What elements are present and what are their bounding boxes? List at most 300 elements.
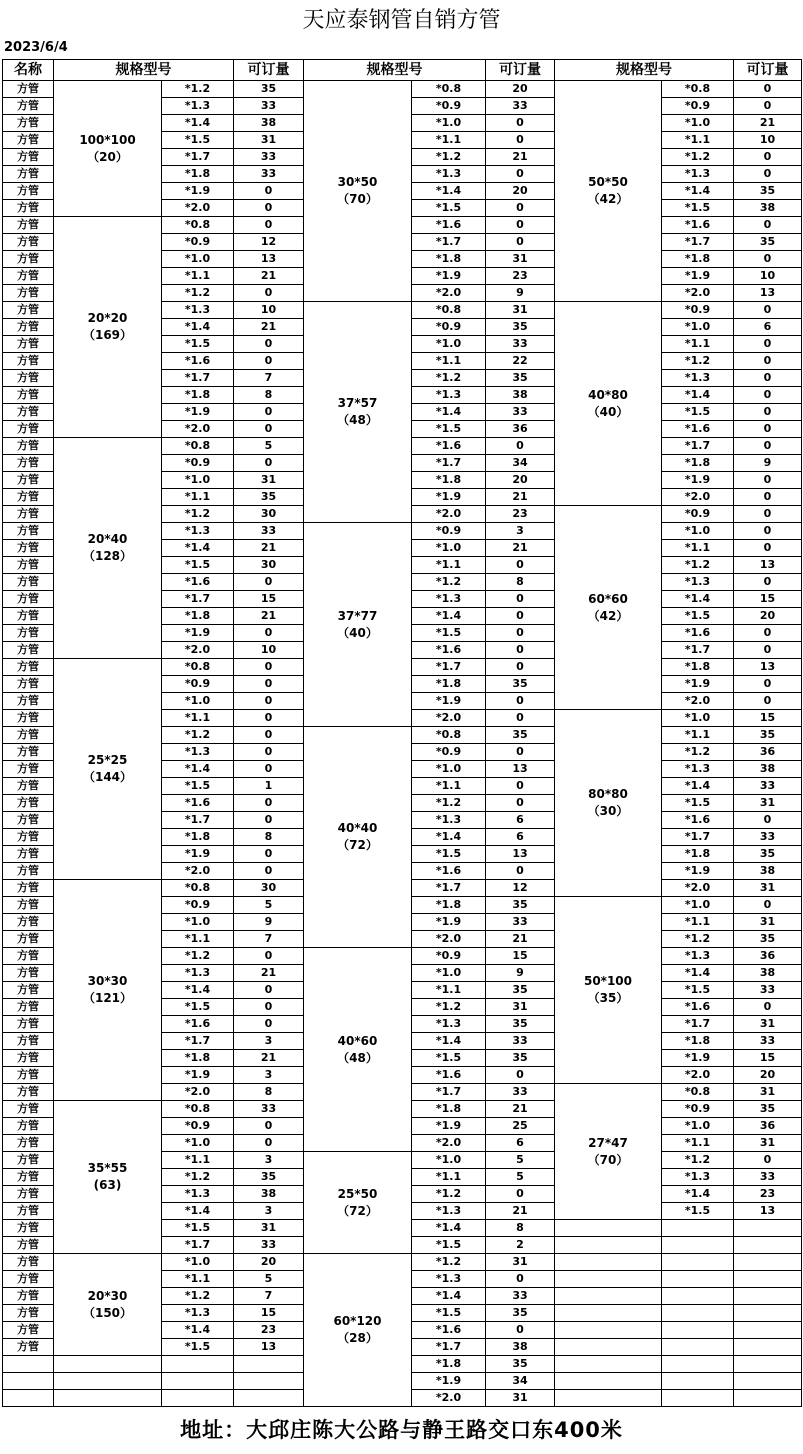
thickness: *0.9 (162, 234, 234, 251)
quantity: 5 (234, 1271, 304, 1288)
row-name: 方管 (3, 659, 54, 676)
row-name: 方管 (3, 132, 54, 149)
quantity: 0 (234, 200, 304, 217)
spec-size: 60*60 (588, 591, 628, 606)
thickness: *1.5 (162, 1339, 234, 1356)
quantity: 0 (234, 421, 304, 438)
quantity: 0 (234, 217, 304, 234)
thickness: *1.4 (162, 319, 234, 336)
thickness: *1.2 (662, 353, 734, 370)
row-name: 方管 (3, 319, 54, 336)
quantity: 5 (486, 1152, 555, 1169)
quantity: 21 (234, 319, 304, 336)
empty-cell (555, 1271, 662, 1288)
thickness: *1.3 (412, 1203, 486, 1220)
row-name: 方管 (3, 149, 54, 166)
quantity: 15 (734, 710, 802, 727)
quantity: 21 (486, 1203, 555, 1220)
empty-cell (662, 1339, 734, 1356)
quantity: 0 (734, 81, 802, 98)
quantity: 15 (734, 1050, 802, 1067)
thickness: *1.4 (162, 1203, 234, 1220)
table-row (3, 1254, 802, 1271)
quantity: 13 (234, 1339, 304, 1356)
row-name: 方管 (3, 472, 54, 489)
empty-cell (162, 1390, 234, 1407)
quantity: 0 (234, 999, 304, 1016)
quantity: 0 (234, 744, 304, 761)
empty-cell (662, 1220, 734, 1237)
row-name: 方管 (3, 1339, 54, 1356)
sheet-date: 2023/6/4 (4, 40, 68, 55)
quantity: 0 (734, 642, 802, 659)
quantity: 0 (486, 166, 555, 183)
thickness: *1.7 (412, 659, 486, 676)
quantity: 6 (486, 1135, 555, 1152)
empty-cell (734, 1288, 802, 1305)
row-name: 方管 (3, 183, 54, 200)
sheet-title: 天应泰钢管自销方管 (302, 8, 501, 33)
quantity: 23 (486, 506, 555, 523)
quantity: 15 (234, 591, 304, 608)
thickness: *1.2 (162, 285, 234, 302)
quantity: 33 (486, 404, 555, 421)
empty-cell (734, 1305, 802, 1322)
quantity: 38 (486, 1339, 555, 1356)
empty-cell (162, 1356, 234, 1373)
quantity: 10 (734, 268, 802, 285)
quantity: 0 (486, 1271, 555, 1288)
thickness: *1.9 (412, 914, 486, 931)
quantity: 0 (234, 846, 304, 863)
quantity: 0 (486, 863, 555, 880)
quantity: 0 (234, 676, 304, 693)
thickness: *2.0 (162, 421, 234, 438)
thickness: *1.3 (662, 370, 734, 387)
row-name: 方管 (3, 625, 54, 642)
thickness: *1.9 (162, 625, 234, 642)
quantity: 0 (486, 659, 555, 676)
thickness: *0.9 (662, 1101, 734, 1118)
thickness: *0.8 (162, 880, 234, 897)
quantity: 33 (234, 98, 304, 115)
spec-count: （30） (587, 804, 629, 818)
spec-group (54, 1254, 162, 1356)
spec-size: 37*57 (337, 396, 378, 410)
thickness: *1.7 (162, 812, 234, 829)
thickness: *1.0 (662, 710, 734, 727)
thickness: *1.3 (162, 965, 234, 982)
thickness: *1.9 (412, 489, 486, 506)
quantity: 33 (486, 98, 555, 115)
empty-cell (234, 1373, 304, 1390)
quantity: 0 (734, 676, 802, 693)
thickness: *0.9 (412, 523, 486, 540)
spec-size: 100*100 (79, 132, 136, 147)
spec-group (54, 81, 162, 217)
quantity: 0 (734, 217, 802, 234)
row-name: 方管 (3, 676, 54, 693)
quantity: 15 (234, 1305, 304, 1322)
spec-group (304, 948, 412, 1152)
thickness: *1.4 (412, 183, 486, 200)
quantity: 7 (234, 931, 304, 948)
row-name: 方管 (3, 489, 54, 506)
quantity: 20 (734, 608, 802, 625)
quantity: 35 (486, 676, 555, 693)
thickness: *2.0 (162, 1084, 234, 1101)
thickness: *1.4 (412, 829, 486, 846)
quantity: 0 (734, 336, 802, 353)
row-name: 方管 (3, 81, 54, 98)
row-name: 方管 (3, 523, 54, 540)
quantity: 0 (486, 608, 555, 625)
thickness: *1.9 (162, 846, 234, 863)
quantity: 36 (486, 421, 555, 438)
quantity: 12 (486, 880, 555, 897)
spec-count: （42） (587, 192, 629, 206)
quantity: 35 (486, 370, 555, 387)
empty-cell (555, 1237, 662, 1254)
quantity: 31 (234, 472, 304, 489)
quantity: 31 (486, 1390, 555, 1407)
quantity: 31 (734, 880, 802, 897)
thickness: *1.3 (412, 1016, 486, 1033)
header-spec: 规格型号 (304, 60, 486, 81)
row-name: 方管 (3, 693, 54, 710)
thickness: *1.7 (162, 1237, 234, 1254)
row-name: 方管 (3, 948, 54, 965)
empty-cell (234, 1356, 304, 1373)
thickness: *1.0 (162, 693, 234, 710)
thickness: *1.6 (412, 1322, 486, 1339)
quantity: 35 (486, 319, 555, 336)
spec-group (304, 302, 412, 523)
quantity: 13 (734, 285, 802, 302)
row-name: 方管 (3, 761, 54, 778)
row-name: 方管 (3, 710, 54, 727)
quantity: 0 (734, 149, 802, 166)
quantity: 0 (486, 557, 555, 574)
quantity: 13 (486, 761, 555, 778)
row-name: 方管 (3, 1118, 54, 1135)
quantity: 0 (734, 574, 802, 591)
quantity: 2 (486, 1237, 555, 1254)
spec-group (555, 897, 662, 1084)
spec-group (555, 710, 662, 897)
header-spec: 规格型号 (54, 60, 234, 81)
thickness: *2.0 (662, 880, 734, 897)
thickness: *1.4 (162, 761, 234, 778)
row-name: 方管 (3, 1237, 54, 1254)
quantity: 3 (234, 1203, 304, 1220)
quantity: 31 (486, 999, 555, 1016)
thickness: *1.4 (412, 1220, 486, 1237)
quantity: 9 (486, 965, 555, 982)
quantity: 10 (234, 642, 304, 659)
quantity: 0 (486, 438, 555, 455)
quantity: 21 (234, 268, 304, 285)
thickness: *1.6 (662, 421, 734, 438)
row-name: 方管 (3, 1169, 54, 1186)
quantity: 0 (734, 421, 802, 438)
empty-cell (555, 1373, 662, 1390)
row-name: 方管 (3, 438, 54, 455)
spec-group (555, 81, 662, 302)
empty-cell (734, 1356, 802, 1373)
thickness: *1.0 (662, 319, 734, 336)
quantity: 0 (486, 795, 555, 812)
empty-cell (555, 1390, 662, 1407)
thickness: *1.4 (162, 1322, 234, 1339)
quantity: 31 (486, 302, 555, 319)
spec-size: 27*47 (588, 1135, 628, 1150)
spec-size: 20*40 (87, 532, 128, 546)
thickness: *1.2 (662, 149, 734, 166)
thickness: *1.9 (162, 183, 234, 200)
thickness: *0.9 (412, 744, 486, 761)
thickness: *1.9 (662, 472, 734, 489)
empty-cell (734, 1339, 802, 1356)
quantity: 13 (734, 659, 802, 676)
thickness: *1.3 (162, 1305, 234, 1322)
thickness: *1.9 (162, 404, 234, 421)
thickness: *1.4 (412, 608, 486, 625)
empty-cell (54, 1373, 162, 1390)
quantity: 36 (734, 948, 802, 965)
address-footer: 地址：大邱庄陈大公路与静王路交口东400米 (180, 1418, 623, 1442)
spec-size: 35*55 (87, 1161, 128, 1175)
empty-cell (54, 1356, 162, 1373)
quantity: 13 (234, 251, 304, 268)
quantity: 33 (734, 829, 802, 846)
quantity: 0 (734, 897, 802, 914)
row-name (3, 1373, 54, 1390)
quantity: 0 (234, 659, 304, 676)
empty-cell (555, 1356, 662, 1373)
quantity: 3 (234, 1033, 304, 1050)
row-name: 方管 (3, 829, 54, 846)
quantity: 0 (734, 472, 802, 489)
quantity: 21 (234, 965, 304, 982)
quantity: 5 (234, 897, 304, 914)
spec-group (54, 217, 162, 438)
quantity: 0 (486, 778, 555, 795)
spec-size: 80*80 (588, 787, 628, 801)
inventory-table (2, 59, 802, 1407)
thickness: *1.7 (662, 829, 734, 846)
quantity: 38 (734, 965, 802, 982)
quantity: 20 (486, 472, 555, 489)
thickness: *1.3 (162, 302, 234, 319)
thickness: *0.9 (162, 455, 234, 472)
spec-group (54, 659, 162, 880)
row-name: 方管 (3, 744, 54, 761)
row-name: 方管 (3, 1203, 54, 1220)
spec-group (54, 880, 162, 1101)
thickness: *1.8 (412, 1356, 486, 1373)
quantity: 21 (486, 149, 555, 166)
quantity: 10 (734, 132, 802, 149)
spec-size: 60*120 (333, 1314, 382, 1328)
spec-size: 20*30 (87, 1288, 128, 1303)
quantity: 0 (734, 302, 802, 319)
quantity: 1 (234, 778, 304, 795)
quantity: 31 (734, 914, 802, 931)
thickness: *1.6 (662, 625, 734, 642)
spec-size: 25*50 (337, 1186, 378, 1201)
thickness: *1.5 (162, 1220, 234, 1237)
quantity: 35 (734, 183, 802, 200)
quantity: 0 (234, 285, 304, 302)
quantity: 13 (734, 557, 802, 574)
quantity: 3 (486, 523, 555, 540)
thickness: *0.8 (412, 727, 486, 744)
row-name: 方管 (3, 642, 54, 659)
thickness: *1.1 (162, 489, 234, 506)
spec-size: 20*20 (87, 311, 128, 325)
quantity: 0 (734, 812, 802, 829)
thickness: *1.7 (662, 234, 734, 251)
thickness: *1.1 (412, 1169, 486, 1186)
quantity: 0 (234, 1016, 304, 1033)
row-name: 方管 (3, 115, 54, 132)
thickness: *1.0 (162, 1254, 234, 1271)
spec-count: （48） (337, 1050, 378, 1065)
quantity: 7 (234, 1288, 304, 1305)
thickness: *0.9 (412, 98, 486, 115)
thickness: *1.6 (412, 642, 486, 659)
spec-group (54, 438, 162, 659)
thickness: *1.5 (412, 846, 486, 863)
quantity: 0 (734, 251, 802, 268)
quantity: 33 (234, 1101, 304, 1118)
thickness: *2.0 (162, 863, 234, 880)
thickness: *1.7 (412, 234, 486, 251)
quantity: 0 (734, 438, 802, 455)
empty-cell (734, 1322, 802, 1339)
thickness: *1.1 (662, 132, 734, 149)
thickness: *1.0 (662, 523, 734, 540)
quantity: 0 (234, 404, 304, 421)
empty-cell (555, 1220, 662, 1237)
empty-cell (734, 1373, 802, 1390)
thickness: *1.6 (662, 999, 734, 1016)
row-name: 方管 (3, 557, 54, 574)
empty-cell (734, 1237, 802, 1254)
row-name: 方管 (3, 591, 54, 608)
quantity: 35 (234, 489, 304, 506)
quantity: 0 (734, 693, 802, 710)
quantity: 8 (234, 829, 304, 846)
row-name: 方管 (3, 1305, 54, 1322)
row-name: 方管 (3, 574, 54, 591)
spec-size: 40*60 (337, 1033, 378, 1048)
thickness: *1.8 (412, 676, 486, 693)
thickness: *0.8 (412, 81, 486, 98)
thickness: *1.2 (162, 727, 234, 744)
quantity: 9 (734, 455, 802, 472)
quantity: 0 (734, 98, 802, 115)
quantity: 31 (486, 251, 555, 268)
quantity: 33 (734, 982, 802, 999)
quantity: 31 (734, 1135, 802, 1152)
thickness: *1.8 (662, 846, 734, 863)
thickness: *1.8 (412, 251, 486, 268)
quantity: 0 (486, 234, 555, 251)
thickness: *1.1 (412, 778, 486, 795)
empty-cell (555, 1254, 662, 1271)
quantity: 0 (734, 523, 802, 540)
thickness: *2.0 (662, 693, 734, 710)
row-name: 方管 (3, 251, 54, 268)
quantity: 36 (734, 1118, 802, 1135)
thickness: *1.4 (412, 1033, 486, 1050)
quantity: 31 (734, 1016, 802, 1033)
row-name: 方管 (3, 863, 54, 880)
quantity: 35 (734, 931, 802, 948)
quantity: 21 (486, 489, 555, 506)
thickness: *1.7 (412, 1339, 486, 1356)
quantity: 0 (734, 625, 802, 642)
thickness: *1.5 (412, 200, 486, 217)
thickness: *1.2 (412, 574, 486, 591)
thickness: *1.2 (412, 149, 486, 166)
spec-group (555, 302, 662, 506)
thickness: *0.8 (162, 217, 234, 234)
thickness: *0.9 (662, 98, 734, 115)
quantity: 38 (734, 200, 802, 217)
thickness: *1.6 (162, 1016, 234, 1033)
quantity: 0 (734, 166, 802, 183)
quantity: 35 (486, 1305, 555, 1322)
spec-size: 30*50 (337, 175, 378, 189)
quantity: 6 (486, 812, 555, 829)
empty-cell (54, 1390, 162, 1407)
thickness: *1.4 (662, 591, 734, 608)
thickness: *1.0 (662, 115, 734, 132)
thickness: *2.0 (412, 710, 486, 727)
thickness: *0.8 (162, 438, 234, 455)
thickness: *1.9 (662, 1050, 734, 1067)
quantity: 34 (486, 1373, 555, 1390)
spec-group (304, 727, 412, 948)
thickness: *1.2 (412, 1186, 486, 1203)
thickness: *2.0 (662, 489, 734, 506)
row-name: 方管 (3, 1135, 54, 1152)
quantity: 0 (734, 999, 802, 1016)
row-name: 方管 (3, 1220, 54, 1237)
thickness: *0.9 (412, 319, 486, 336)
thickness: *0.8 (662, 81, 734, 98)
quantity: 0 (234, 693, 304, 710)
quantity: 31 (234, 132, 304, 149)
spec-group (555, 1084, 662, 1220)
quantity: 8 (234, 1084, 304, 1101)
quantity: 0 (734, 404, 802, 421)
spec-count: （169） (82, 328, 133, 342)
thickness: *1.8 (162, 387, 234, 404)
spec-group (304, 81, 412, 302)
empty-cell (162, 1373, 234, 1390)
thickness: *1.4 (662, 183, 734, 200)
spec-count: (63) (93, 1178, 122, 1192)
thickness: *1.5 (162, 132, 234, 149)
thickness: *1.5 (162, 336, 234, 353)
thickness: *2.0 (162, 642, 234, 659)
empty-cell (662, 1322, 734, 1339)
thickness: *2.0 (662, 1067, 734, 1084)
